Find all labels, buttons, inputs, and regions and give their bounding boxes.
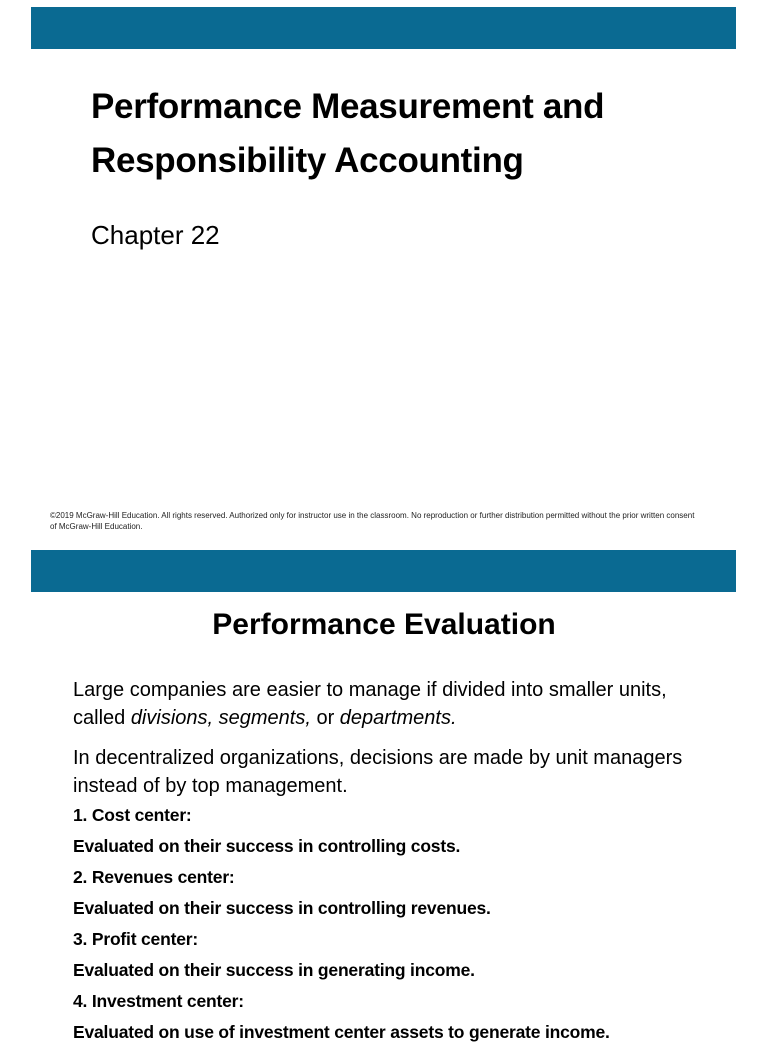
slide-2-header-banner	[31, 550, 736, 592]
investment-center-title: 4. Investment center:	[73, 991, 244, 1011]
paragraph-divisions	[73, 676, 693, 732]
slide-1-subtitle: Chapter 22	[91, 220, 220, 250]
slide-2-title: Performance Evaluation	[212, 608, 556, 641]
slide-1-header-banner	[31, 7, 736, 49]
slide-2	[0, 548, 768, 1042]
copyright-notice: ©2019 McGraw-Hill Education. All rights reserved. Authorized only for instructor use in the classroom. No reproduction or further distribution permitted without the prior written consent of McGraw-Hill Education.	[50, 511, 695, 531]
profit-center-description: Evaluated on their success in generating income.	[73, 960, 475, 980]
cost-center-title: 1. Cost center:	[73, 805, 192, 825]
list-item-cost-center	[73, 800, 713, 862]
paragraph-divisions-text-2: or	[310, 707, 340, 729]
list-item-profit-center	[73, 924, 713, 986]
cost-center-description: Evaluated on their success in controlling costs.	[73, 836, 461, 856]
revenues-center-description: Evaluated on their success in controlling revenues.	[73, 898, 491, 918]
paragraph-divisions-italic-2: departments.	[339, 707, 457, 729]
paragraph-divisions-italic-1: divisions, segments,	[130, 707, 311, 729]
revenues-center-title: 2. Revenues center:	[73, 867, 235, 887]
responsibility-center-list	[73, 800, 713, 1048]
profit-center-title: 3. Profit center:	[73, 929, 198, 949]
slide-1-title-line-2: Responsibility Accounting	[91, 141, 524, 180]
slide-1-title-line-1: Performance Measurement and	[91, 87, 605, 126]
paragraph-divisions-text-1: Large companies are easier to manage if divided into smaller units, called	[73, 679, 667, 729]
investment-center-description: Evaluated on use of investment center assets to generate income.	[73, 1022, 610, 1042]
paragraph-decentralized: In decentralized organizations, decisions are made by unit managers instead of by top management.	[73, 747, 683, 797]
slide-1-title	[91, 80, 731, 188]
list-item-investment-center	[73, 986, 713, 1048]
list-item-revenues-center	[73, 862, 713, 924]
